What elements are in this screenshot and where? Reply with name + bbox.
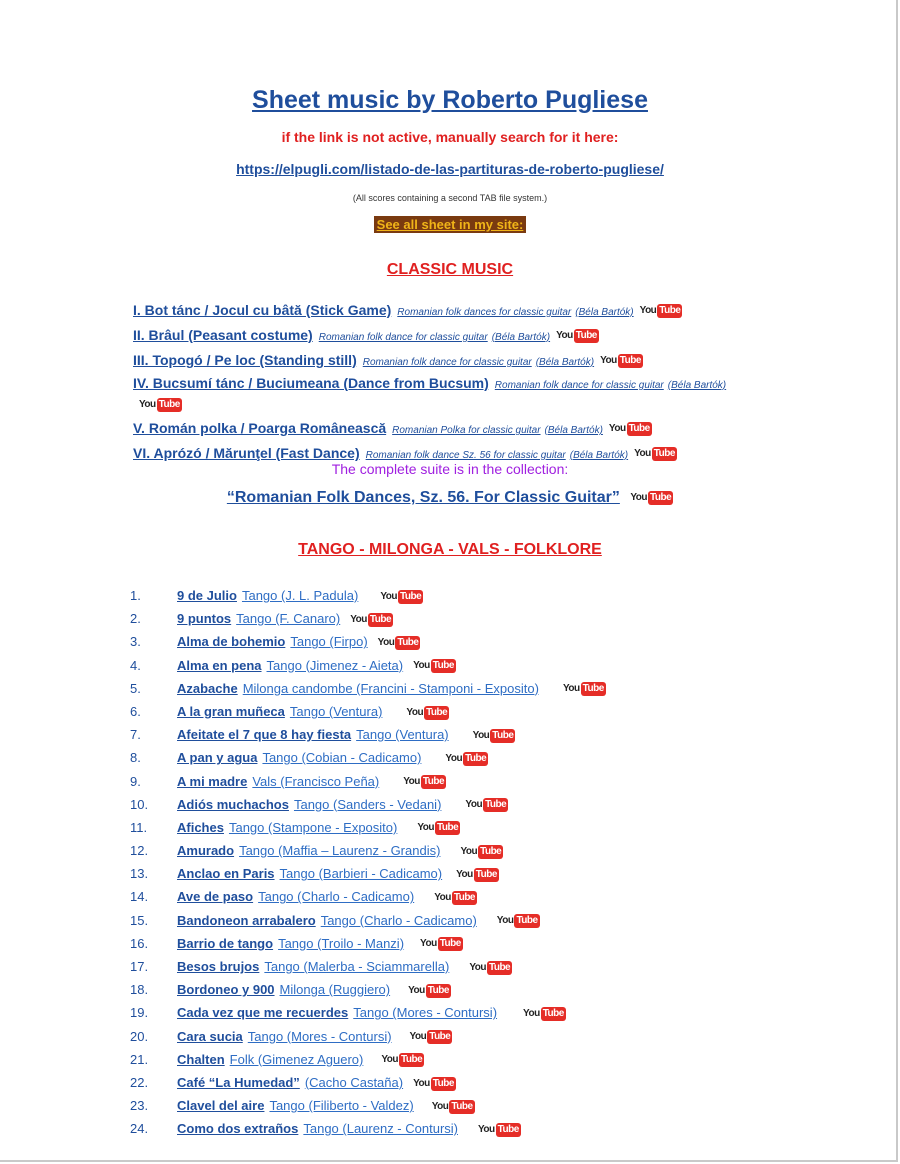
youtube-icon[interactable]: You Tube <box>600 355 641 367</box>
list-item[interactable] <box>130 793 850 816</box>
list-item-number: 14. <box>130 889 149 905</box>
youtube-icon[interactable]: You Tube <box>630 491 672 503</box>
youtube-icon[interactable]: You Tube <box>445 752 487 764</box>
youtube-icon[interactable]: You Tube <box>556 330 597 342</box>
list-item-title[interactable]: Azabache <box>177 680 238 696</box>
youtube-icon[interactable]: You Tube <box>431 1100 473 1112</box>
list-item-number: 18. <box>130 982 149 998</box>
youtube-icon[interactable]: You Tube <box>413 1077 454 1089</box>
list-item[interactable] <box>130 862 850 885</box>
list-item-title[interactable]: Ave de paso <box>177 889 254 905</box>
list-item-number: 4. <box>130 657 141 673</box>
list-item-description[interactable]: Tango (Stampone - Exposito) <box>228 819 398 835</box>
list-item[interactable] <box>130 932 850 955</box>
youtube-icon[interactable]: You Tube <box>420 938 461 950</box>
list-item-description[interactable]: Milonga candombe (Francini - Stamponi - Exposito) <box>242 680 539 696</box>
youtube-icon[interactable]: You Tube <box>413 660 454 672</box>
list-item-title[interactable]: A la gran muñeca <box>177 703 285 719</box>
classic-item-composer[interactable]: (Béla Bartók) <box>535 357 595 368</box>
classic-item[interactable] <box>133 324 773 349</box>
classic-item-composer[interactable]: (Béla Bartók) <box>544 425 603 436</box>
list-item-number: 7. <box>130 727 141 743</box>
list-item-number: 15. <box>130 912 149 928</box>
youtube-icon[interactable]: You Tube <box>472 729 514 741</box>
list-item-number: 12. <box>130 843 149 859</box>
youtube-icon[interactable]: You Tube <box>350 613 392 625</box>
tango-list <box>130 584 850 1141</box>
list-item-description[interactable]: Tango (Mores - Contursi) <box>247 1028 392 1044</box>
list-item[interactable] <box>130 607 850 630</box>
list-item[interactable] <box>130 885 850 908</box>
list-item-title[interactable]: Amurado <box>177 843 235 859</box>
list-item-number: 10. <box>130 796 149 812</box>
list-item-title[interactable]: Como dos extraños <box>177 1121 299 1137</box>
page-title: Sheet music by Roberto Pugliese <box>252 86 648 114</box>
list-item[interactable] <box>130 677 850 700</box>
list-item[interactable] <box>130 770 850 793</box>
list-item-number: 2. <box>130 611 141 627</box>
list-item-number: 3. <box>130 634 141 650</box>
list-item-description[interactable]: Tango (Firpo) <box>290 634 368 650</box>
classic-item-title[interactable]: IV. Bucsumí tánc / Buciumeana (Dance from Bucsum) <box>133 375 489 391</box>
list-item-title[interactable]: Chalten <box>177 1051 225 1067</box>
youtube-icon[interactable]: You Tube <box>380 590 422 602</box>
list-item-number: 5. <box>130 680 141 696</box>
list-item-description[interactable]: Tango (Filiberto - Valdez) <box>269 1098 414 1114</box>
list-item-description[interactable]: Tango (F. Canaro) <box>236 611 341 627</box>
list-item[interactable] <box>130 1094 850 1117</box>
list-item-number: 21. <box>130 1051 149 1067</box>
list-item[interactable] <box>130 839 850 862</box>
list-item[interactable] <box>130 630 850 653</box>
classic-item-description[interactable]: Romanian folk dance for classic guitar <box>318 332 488 343</box>
list-item-title[interactable]: Alma en pena <box>177 657 262 673</box>
list-item-description[interactable]: Tango (Charlo - Cadicamo) <box>258 889 415 905</box>
list-item-description[interactable]: Tango (Ventura) <box>289 703 383 719</box>
youtube-icon[interactable]: You Tube <box>562 683 604 695</box>
youtube-icon[interactable]: You Tube <box>139 399 180 411</box>
search-note: if the link is not active, manually search for it here: <box>281 129 619 145</box>
tango-section-title: TANGO - MILONGA - VALS - FOLKLORE <box>298 541 602 558</box>
classic-list <box>133 299 773 467</box>
classic-item[interactable] <box>133 374 773 414</box>
list-item-number: 23. <box>130 1098 149 1114</box>
classic-item-title[interactable]: III. Topogó / Pe loc (Standing still) <box>133 352 357 368</box>
list-item-title[interactable]: Alma de bohemio <box>177 634 286 650</box>
list-item-description[interactable]: Tango (Maffia – Laurenz - Grandis) <box>239 843 441 859</box>
list-item-title[interactable]: Adiós muchachos <box>177 796 289 812</box>
youtube-icon[interactable]: You Tube <box>634 448 675 460</box>
list-item-description[interactable]: (Cacho Castaña) <box>304 1074 404 1090</box>
classic-item-composer[interactable]: (Béla Bartók) <box>667 380 727 391</box>
list-item[interactable] <box>130 1048 850 1071</box>
list-item-title[interactable]: 9 puntos <box>177 611 232 627</box>
list-item-description[interactable]: Tango (Troilo - Manzi) <box>278 935 405 951</box>
youtube-icon[interactable]: You Tube <box>406 706 448 718</box>
list-item-number: 16. <box>130 935 149 951</box>
classic-item-description[interactable]: Romanian folk dance Sz. 56 for classic guitar <box>365 450 566 461</box>
list-item-title[interactable]: Bordoneo y 900 <box>177 982 275 998</box>
youtube-icon[interactable]: You Tube <box>478 1123 519 1135</box>
list-item-number: 6. <box>130 703 141 719</box>
list-item[interactable] <box>130 1071 850 1094</box>
classic-item[interactable] <box>133 349 773 374</box>
youtube-icon[interactable]: You Tube <box>377 636 419 648</box>
collection-link[interactable]: “Romanian Folk Dances, Sz. 56. For Classic Guitar” <box>226 489 620 506</box>
collection-line <box>0 489 900 507</box>
list-item-title[interactable]: 9 de Julio <box>177 588 237 603</box>
list-item-number: 11. <box>130 819 148 835</box>
list-item-title[interactable]: Besos brujos <box>177 959 260 974</box>
list-item-description[interactable]: Tango (Laurenz - Contursi) <box>303 1121 458 1137</box>
list-item-number: 20. <box>130 1028 149 1044</box>
list-item-description[interactable]: Tango (Charlo - Cadicamo) <box>320 912 477 928</box>
tab-note: (All scores containing a second TAB file system.) <box>352 193 548 203</box>
list-item-description[interactable]: Folk (Gimenez Aguero) <box>229 1051 364 1067</box>
list-item[interactable] <box>130 700 850 723</box>
list-item-number: 17. <box>130 959 149 974</box>
list-item-description[interactable]: Tango (Barbieri - Cadicamo) <box>279 866 443 882</box>
classic-item-title[interactable]: V. Román polka / Poarga Românească <box>133 420 387 436</box>
list-item-description[interactable]: Tango (Sanders - Vedani) <box>293 796 442 812</box>
youtube-icon[interactable]: You Tube <box>523 1007 564 1019</box>
classic-item-title[interactable]: II. Brâul (Peasant costume) <box>133 327 313 343</box>
list-item-title[interactable]: Afeitate el 7 que 8 hay fiesta <box>177 727 352 743</box>
youtube-icon[interactable]: You Tube <box>460 845 502 857</box>
list-item-title[interactable]: A mi madre <box>177 773 248 789</box>
youtube-icon[interactable]: You Tube <box>434 892 475 903</box>
classic-item-title[interactable]: VI. Aprózó / Mărunţel (Fast Dance) <box>133 445 360 461</box>
list-item-description[interactable]: Tango (J. L. Padula) <box>241 588 359 603</box>
classic-item[interactable] <box>133 417 773 442</box>
list-item[interactable] <box>130 955 850 978</box>
youtube-icon[interactable]: You Tube <box>465 799 507 811</box>
youtube-icon[interactable]: You Tube <box>403 776 445 788</box>
classic-item-title[interactable]: I. Bot tánc / Jocul cu bâtă (Stick Game) <box>133 302 392 318</box>
list-item-number: 13. <box>130 866 149 882</box>
see-all-wrapper <box>0 216 900 234</box>
classic-item-description[interactable]: Romanian folk dances for classic guitar <box>397 307 572 318</box>
classic-item[interactable] <box>133 299 773 324</box>
list-item-description[interactable]: Tango (Malerba - Sciammarella) <box>264 959 450 974</box>
classic-item-description[interactable]: Romanian Polka for classic guitar <box>392 425 541 436</box>
list-item-title[interactable]: Bandoneon arrabalero <box>177 912 316 928</box>
list-item-title[interactable]: Afiches <box>177 819 224 835</box>
list-item[interactable] <box>130 909 850 932</box>
list-item-description[interactable]: Milonga (Ruggiero) <box>279 982 391 998</box>
youtube-icon[interactable]: You Tube <box>381 1054 423 1066</box>
youtube-icon[interactable]: You Tube <box>408 984 449 996</box>
classic-item-description[interactable]: Romanian folk dance for classic guitar <box>362 357 532 368</box>
list-item[interactable] <box>130 978 850 1001</box>
list-item-number: 24. <box>130 1121 149 1137</box>
youtube-icon[interactable]: You Tube <box>639 305 681 317</box>
classic-item-composer[interactable]: (Béla Bartók) <box>575 307 634 318</box>
list-item-number: 22. <box>130 1074 149 1090</box>
list-item-description[interactable]: Tango (Cobian - Cadicamo) <box>262 750 422 766</box>
list-item[interactable] <box>130 746 850 769</box>
list-item-title[interactable]: Barrio de tango <box>177 935 274 951</box>
suite-note: The complete suite is in the collection: <box>331 461 569 477</box>
classic-item-description[interactable]: Romanian folk dance for classic guitar <box>494 380 664 391</box>
list-item-title[interactable]: Anclao en Paris <box>177 866 275 882</box>
list-item[interactable] <box>130 584 850 607</box>
youtube-icon[interactable]: You Tube <box>456 868 497 880</box>
list-item-title[interactable]: Cara sucia <box>177 1028 243 1044</box>
classic-item-composer[interactable]: (Béla Bartók) <box>569 450 629 461</box>
youtube-icon[interactable]: You Tube <box>608 423 650 435</box>
list-item-title[interactable]: Café “La Humedad” <box>177 1074 300 1090</box>
list-item[interactable] <box>130 723 850 746</box>
list-item-title[interactable]: Clavel del aire <box>177 1098 265 1114</box>
list-item-description[interactable]: Tango (Jimenez - Aieta) <box>266 657 404 673</box>
classic-section-title: CLASSIC MUSIC <box>386 261 514 278</box>
list-item[interactable] <box>130 654 850 677</box>
list-item[interactable] <box>130 816 850 839</box>
list-item-title[interactable]: Cada vez que me recuerdes <box>177 1005 349 1021</box>
youtube-icon[interactable]: You Tube <box>496 915 538 927</box>
list-item-number: 1. <box>130 588 141 603</box>
youtube-icon[interactable]: You Tube <box>409 1031 451 1043</box>
list-item-description[interactable]: Vals (Francisco Peña) <box>252 773 380 789</box>
list-item-description[interactable]: Tango (Mores - Contursi) <box>353 1005 498 1021</box>
classic-item-composer[interactable]: (Béla Bartók) <box>491 332 551 343</box>
list-item-title[interactable]: A pan y agua <box>177 750 258 766</box>
list-item[interactable] <box>130 1025 850 1048</box>
see-all-link[interactable]: See all sheet in my site: <box>374 216 527 233</box>
list-item-number: 9. <box>130 773 141 789</box>
youtube-icon[interactable]: You Tube <box>469 961 511 973</box>
list-item-number: 19. <box>130 1005 149 1021</box>
list-item[interactable] <box>130 1117 850 1140</box>
list-item-number: 8. <box>130 750 141 766</box>
youtube-icon[interactable]: You Tube <box>417 822 459 834</box>
list-item[interactable] <box>130 1001 850 1024</box>
catalog-link[interactable]: https://elpugli.com/listado-de-las-partituras-de-roberto-pugliese/ <box>236 161 664 177</box>
list-item-description[interactable]: Tango (Ventura) <box>356 727 449 743</box>
